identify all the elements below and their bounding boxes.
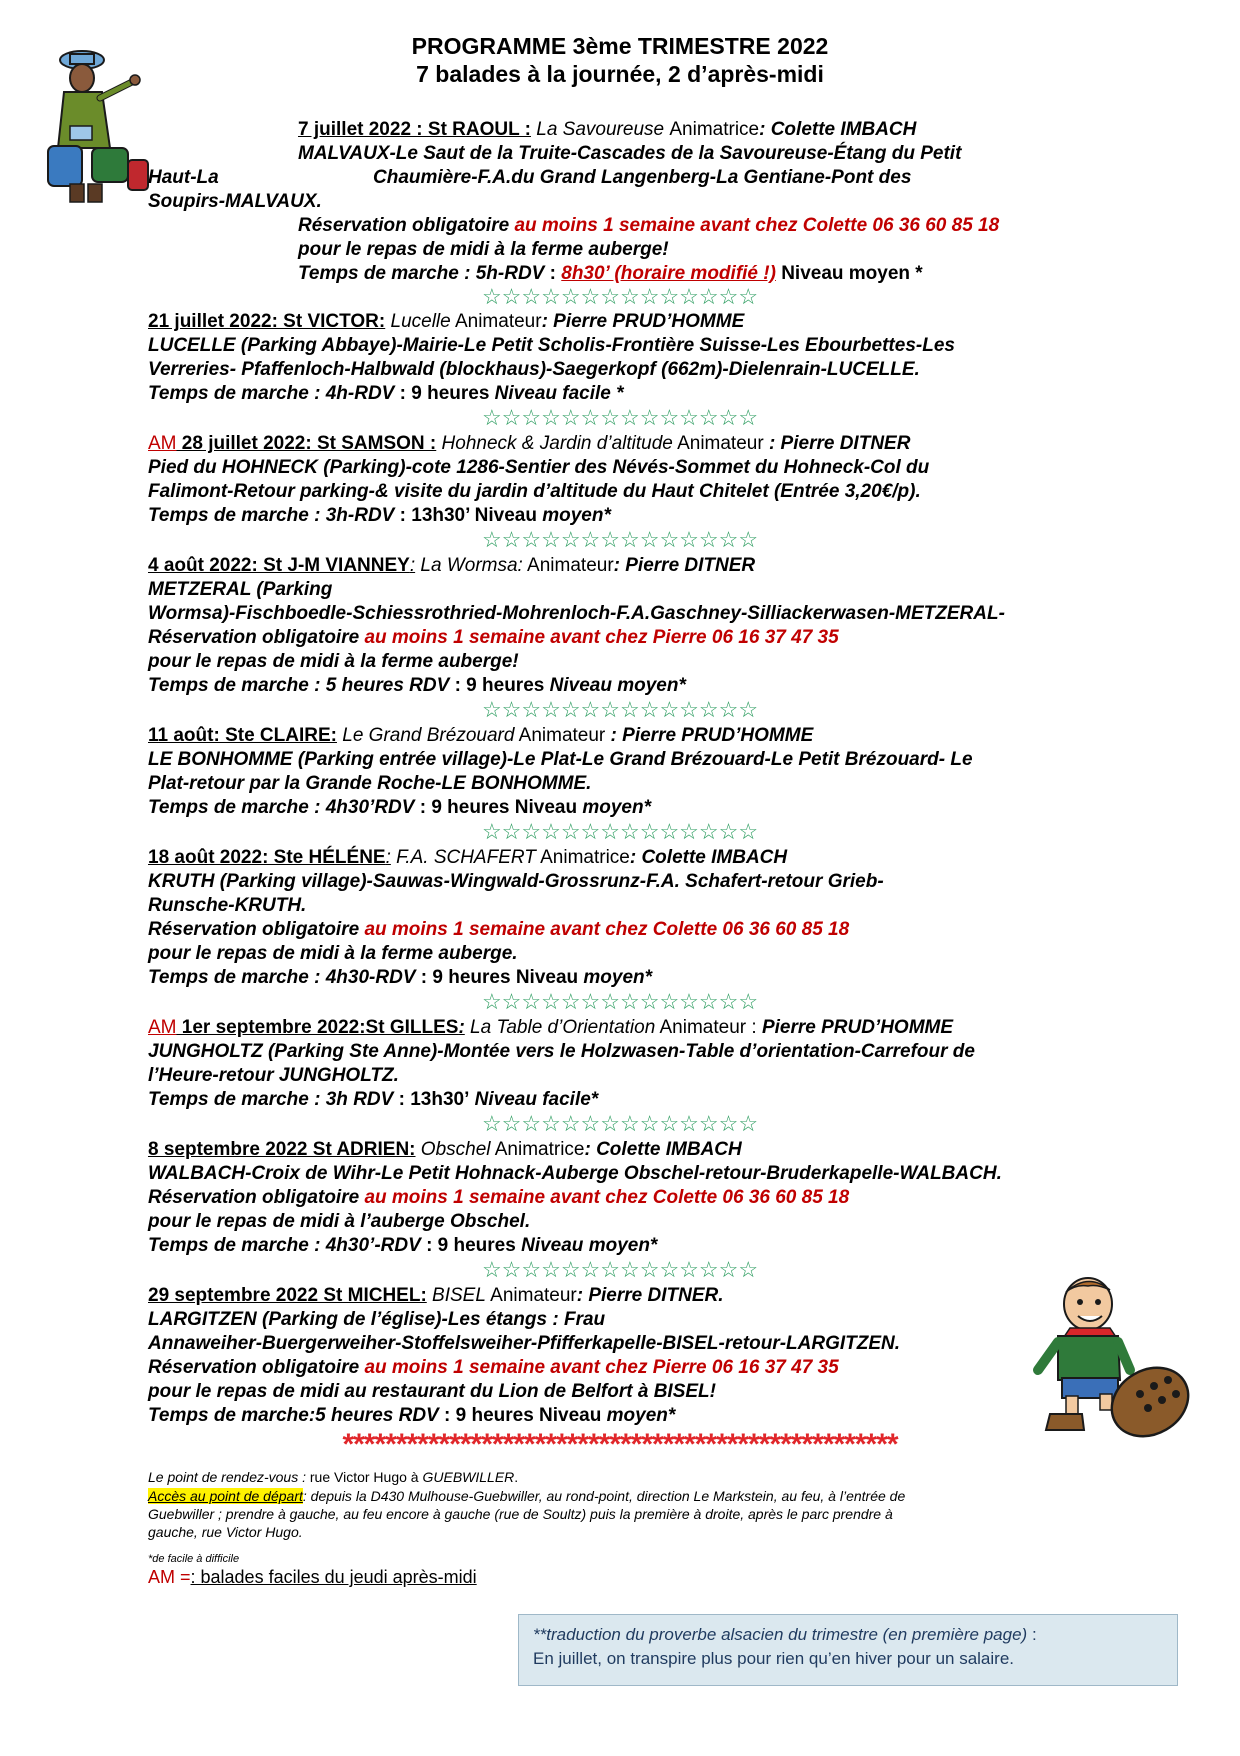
entry-6-walk-time [148,966,652,990]
entry-9-route: LARGITZEN (Parking de l’église)-Les étangs : Frau [148,1309,606,1330]
am-legend-key: AM = [148,1567,191,1587]
entry-1-reservation [298,214,999,238]
star-separator: ☆☆☆☆☆☆☆☆☆☆☆☆☆☆ [481,284,759,309]
entry-8-header [148,1138,742,1162]
access-line-3: gauche, rue Victor Hugo. [148,1524,303,1540]
entry-1-route-cont: Chaumière-F.A.du Grand Langenberg-La Gentiane-Pont des [373,167,912,188]
entry-1-date: 7 juillet 2022 : St RAOUL : [298,119,531,140]
entry-9-place: BISEL [426,1285,486,1306]
walk-time-label: Temps de marche:5 heures RDV [148,1405,445,1426]
meeting-point-period: . [514,1469,519,1485]
end-of-program-separator: **************************************************** [342,1432,898,1458]
entry-4-place: La Wormsa: [415,555,523,576]
entry-8-role: Animatrice [490,1139,585,1160]
entry-4-role: Animateur [522,555,614,576]
reservation-label: Réservation obligatoire [148,1357,365,1378]
entry-9-header [148,1284,724,1308]
meeting-time: : 13h30’ [399,505,470,526]
level-text: Niveau facile* [469,1089,599,1110]
entry-7-route-cont: l’Heure-retour JUNGHOLTZ. [148,1065,399,1086]
entry-1-route-start: Haut-La [148,167,219,188]
entry-6-place: F.A. SCHAFERT [390,847,536,868]
entry-1-header [298,118,916,142]
proverb-text: En juillet, on transpire plus pour rien qu’en hiver pour un salaire. [533,1649,1014,1668]
meeting-point-street: rue Victor Hugo à [306,1469,423,1485]
entry-3-header [148,432,910,456]
proverb-intro [533,1623,1163,1647]
am-marker: AM [148,1017,177,1038]
walk-time-label: Temps de marche : 4h30’-RDV [148,1235,427,1256]
entry-3-guide: : Pierre DITNER [768,433,911,454]
entry-7-walk-time [148,1088,598,1112]
entry-6-colon: : [385,847,391,868]
level-text: Niveau facile * [489,383,624,404]
entry-3-role: Animateur [672,433,769,454]
entry-9-date: 29 septembre 2022 St MICHEL: [148,1285,427,1306]
entry-6-route: KRUTH (Parking village)-Sauwas-Wingwald-Grossrunz-F.A. Schafert-retour Grieb- [148,871,884,892]
entry-5-walk-time [148,796,651,820]
star-separator: ☆☆☆☆☆☆☆☆☆☆☆☆☆☆ [481,697,759,722]
entry-3-place: Hohneck & Jardin d’altitude [436,433,673,454]
level-label: Niveau [469,505,543,526]
entry-9-reservation [148,1356,839,1380]
entry-8-guide: : Colette IMBACH [584,1139,742,1160]
entry-4-header [148,554,755,578]
reservation-contact: au moins 1 semaine avant chez Pierre 06 16 37 47 35 [364,627,839,648]
am-legend-text: : balades faciles du jeudi après-midi [190,1567,477,1587]
walk-time-label: Temps de marche : 4h30’RDV [148,797,420,818]
walk-time-label: Temps de marche : 3h RDV [148,1089,399,1110]
level-text: Niveau moyen * [775,263,923,284]
entry-4-route: METZERAL (Parking [148,579,333,600]
star-separator: ☆☆☆☆☆☆☆☆☆☆☆☆☆☆ [481,527,759,552]
entry-5-route-cont: Plat-retour par la Grande Roche-LE BONHOMME. [148,773,592,794]
entry-2-role: Animateur [450,311,542,332]
entry-4-colon: : [409,555,416,576]
entry-4-reservation [148,626,839,650]
proverb-translation-box [518,1614,1178,1686]
entry-2-place: Lucelle [385,311,451,332]
entry-2-guide: : Pierre PRUD’HOMME [541,311,745,332]
meeting-time: : 9 heures [399,383,490,404]
meeting-time: : 13h30’ [398,1089,470,1110]
entry-4-route-cont: Wormsa)-Fischboedle-Schiessrothried-Mohrenloch-F.A.Gaschney-Silliackerwasen-METZERAL- [148,603,1005,624]
page-subtitle: 7 balades à la journée, 2 d’après-midi [416,61,824,87]
entry-2-route: LUCELLE (Parking Abbaye)-Mairie-Le Petit Scholis-Frontière Suisse-Les Ebourbettes-Les [148,335,955,356]
entry-6-role: Animatrice [535,847,630,868]
meeting-time: : 9 heures [454,675,545,696]
entry-5-route: LE BONHOMME (Parking entrée village)-Le Plat-Le Grand Brézouard-Le Petit Brézouard- Le [148,749,973,770]
entry-4-date: 4 août 2022: St J-M VIANNEY [148,555,410,576]
entry-6-meal: pour le repas de midi à la ferme auberge. [148,943,518,964]
entry-2-date: 21 juillet 2022: St VICTOR: [148,311,386,332]
entry-9-walk-time [148,1404,675,1428]
entry-8-date: 8 septembre 2022 St ADRIEN: [148,1139,416,1160]
entry-8-meal: pour le repas de midi à l’auberge Obschel. [148,1211,531,1232]
entry-6-reservation [148,918,849,942]
walking-boy-illustration [1018,1270,1200,1442]
entry-3-route-cont: Falimont-Retour parking-& visite du jardin d’altitude du Haut Chitelet (Entrée 3,20€/p). [148,481,921,502]
access-text: : depuis la D430 Mulhouse-Guebwiller, au rond-point, direction Le Markstein, au feu, à l’entrée de [302,1488,906,1504]
entry-2-header [148,310,744,334]
entry-3-walk-time [148,504,611,528]
entry-7-colon: : [458,1017,465,1038]
star-separator: ☆☆☆☆☆☆☆☆☆☆☆☆☆☆ [481,989,759,1014]
entry-5-place: Le Grand Brézouard [336,725,515,746]
reservation-contact: au moins 1 semaine avant chez Colette 06 36 60 85 18 [364,919,850,940]
entry-9-route-cont: Annaweiher-Buergerweiher-Stoffelsweiher-Pfifferkapelle-BISEL-retour-LARGITZEN. [148,1333,901,1354]
entry-4-guide: : Pierre DITNER [613,555,756,576]
entry-9-role: Animateur [485,1285,577,1306]
entry-5-role: Animateur [514,725,611,746]
entry-9-meal: pour le repas de midi au restaurant du Lion de Belfort à BISEL! [148,1381,716,1402]
meeting-time: : 9 heures Niveau [444,1405,607,1426]
reservation-label: Réservation obligatoire [148,627,365,648]
meeting-time: : 9 heures [426,1235,516,1256]
entry-2-walk-time [148,382,624,406]
entry-7-header [148,1016,953,1040]
reservation-contact: au moins 1 semaine avant chez Colette 06 36 60 85 18 [364,1187,850,1208]
entry-4-walk-time [148,674,686,698]
meeting-time: : 9 heures Niveau [419,797,583,818]
walk-time-label: Temps de marche : 5h-RDV [298,263,550,284]
walk-time-label: Temps de marche : 5 heures RDV [148,675,455,696]
entry-1-place: La Savoureuse [530,119,670,140]
entry-2-route-cont: Verreries- Pfaffenloch-Halbwald (blockhaus)-Saegerkopf (662m)-Dielenrain-LUCELLE. [148,359,920,380]
entry-3-route: Pied du HOHNECK (Parking)-cote 1286-Sentier des Névés-Sommet du Hohneck-Col du [148,457,930,478]
reservation-label: Réservation obligatoire [298,215,515,236]
walk-colon: : [549,263,562,284]
reservation-label: Réservation obligatoire [148,1187,365,1208]
entry-1-guide: : Colette IMBACH [759,119,917,140]
access-line-1 [148,1487,905,1505]
star-separator: ☆☆☆☆☆☆☆☆☆☆☆☆☆☆ [481,1111,759,1136]
entry-6-date: 18 août 2022: Ste HÉLÉNE [148,847,386,868]
meeting-point-line [148,1468,518,1486]
walk-time-label: Temps de marche : 3h-RDV [148,505,400,526]
walk-time-label: Temps de marche : 4h-RDV [148,383,400,404]
entry-3-date: 28 juillet 2022: St SAMSON : [176,433,437,454]
entry-6-route-cont: Runsche-KRUTH. [148,895,307,916]
level-text: moyen* [606,1405,676,1426]
entry-8-route: WALBACH-Croix de Wihr-Le Petit Hohnack-Auberge Obschel-retour-Bruderkapelle-WALBACH. [148,1163,1002,1184]
entry-5-date: 11 août: Ste CLAIRE: [148,725,337,746]
access-line-2: Guebwiller ; prendre à gauche, au feu encore à gauche (rue de Soultz) puis la première à droite, après le parc prendre à [148,1506,893,1522]
reservation-contact: au moins 1 semaine avant chez Pierre 06 16 37 47 35 [364,1357,839,1378]
entry-1-role: Animatrice [669,119,760,140]
entry-1-meal: pour le repas de midi à la ferme auberge! [298,239,669,260]
level-text: moyen* [583,967,653,988]
entry-7-guide: Pierre PRUD’HOMME [761,1017,954,1038]
hiker-woman-illustration [40,48,152,206]
modified-meeting-time: 8h30’ (horaire modifié !) [561,263,776,284]
entry-5-guide: : Pierre PRUD’HOMME [610,725,814,746]
entry-6-header [148,846,787,870]
am-legend [148,1566,477,1588]
entry-8-reservation [148,1186,849,1210]
level-text: Niveau moyen* [515,1235,658,1256]
proverb-asterisks: ** [533,1625,547,1644]
level-text: Niveau moyen* [544,675,686,696]
entry-7-date: 1er septembre 2022:St GILLES [176,1017,459,1038]
entry-9-guide: : Pierre DITNER. [576,1285,724,1306]
proverb-intro-colon: : [1027,1625,1037,1644]
entry-5-header [148,724,813,748]
star-separator: ☆☆☆☆☆☆☆☆☆☆☆☆☆☆ [481,1257,759,1282]
entry-6-guide: : Colette IMBACH [629,847,788,868]
level-note: *de facile à difficile [148,1553,240,1565]
entry-1-route: MALVAUX-Le Saut de la Truite-Cascades de la Savoureuse-Étang du Petit [298,143,962,164]
entry-7-place: La Table d’Orientation [464,1017,656,1038]
entry-7-route: JUNGHOLTZ (Parking Ste Anne)-Montée vers le Holzwasen-Table d’orientation-Carrefour de [148,1041,975,1062]
access-label: Accès au point de départ [148,1488,303,1504]
proverb-intro-text: traduction du proverbe alsacien du trimestre (en première page) [546,1625,1028,1644]
meeting-time: : 9 heures Niveau [420,967,584,988]
reservation-contact: au moins 1 semaine avant chez Colette 06 36 60 85 18 [514,215,1000,236]
level-text: moyen* [542,505,611,526]
meeting-point-town: GUEBWILLER [422,1469,515,1485]
page-title: PROGRAMME 3ème TRIMESTRE 2022 [411,33,829,59]
entry-8-place: Obschel [415,1139,491,1160]
reservation-label: Réservation obligatoire [148,919,365,940]
am-marker: AM [148,433,177,454]
meeting-point-label: Le point de rendez-vous : [148,1469,306,1485]
entry-7-role: Animateur : [655,1017,762,1038]
star-separator: ☆☆☆☆☆☆☆☆☆☆☆☆☆☆ [481,405,759,430]
entry-8-walk-time [148,1234,657,1258]
entry-1-walk-time [298,262,923,286]
entry-1-route-end: Soupirs-MALVAUX. [148,191,322,212]
entry-4-meal: pour le repas de midi à la ferme auberge! [148,651,519,672]
walk-time-label: Temps de marche : 4h30-RDV [148,967,421,988]
star-separator: ☆☆☆☆☆☆☆☆☆☆☆☆☆☆ [481,819,759,844]
level-text: moyen* [582,797,651,818]
